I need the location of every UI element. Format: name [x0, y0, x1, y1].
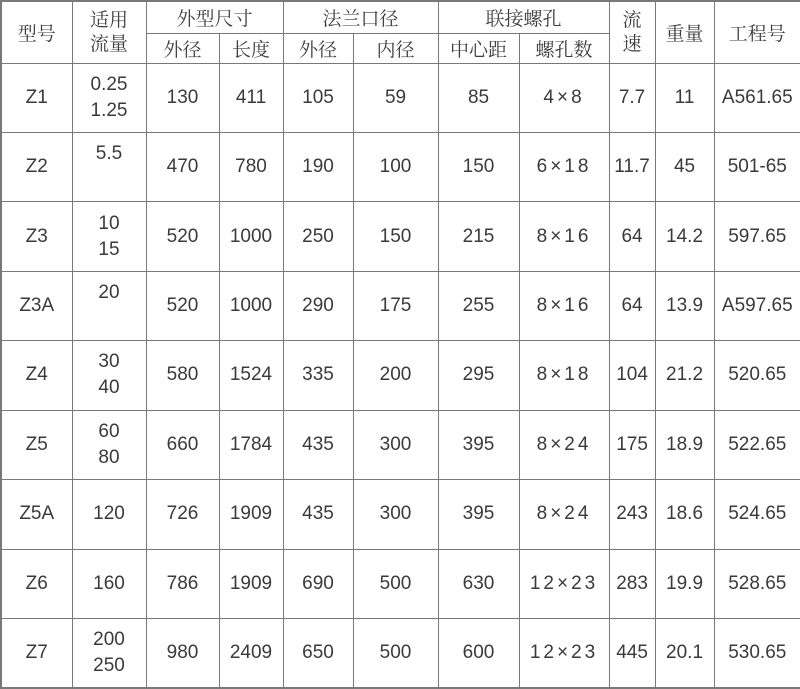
project-no-cell: 530.65 [714, 619, 800, 689]
outer-diameter-cell: 470 [146, 132, 219, 201]
table-row [1, 549, 800, 618]
flange-od-cell: 435 [283, 410, 353, 479]
header-speed [609, 1, 655, 63]
header-speed-line1: 流 [622, 9, 642, 32]
weight-cell: 18.9 [655, 410, 714, 479]
weight-cell: 18.6 [655, 480, 714, 549]
project-no-cell: A561.65 [714, 63, 800, 132]
bolt-holes-cell: 8×18 [519, 341, 609, 410]
flow-line [73, 167, 146, 193]
flow-speed-cell: 64 [609, 271, 655, 340]
bolt-holes-cell: 12×23 [519, 619, 609, 689]
table-row [1, 202, 800, 271]
flow-line: 250 [93, 655, 125, 676]
header-bolt-center-distance: 中心距 [438, 33, 519, 63]
flow-line [73, 306, 146, 332]
flow-cell [72, 271, 146, 340]
flange-od-cell: 435 [283, 480, 353, 549]
weight-cell: 19.9 [655, 549, 714, 618]
flange-od-cell: 335 [283, 341, 353, 410]
flow-speed-cell: 104 [609, 341, 655, 410]
outer-diameter-cell: 786 [146, 549, 219, 618]
header-flange-group: 法兰口径 [283, 1, 438, 33]
model-cell: Z4 [1, 341, 72, 410]
bolt-holes-cell: 8×16 [519, 202, 609, 271]
flow-cell [72, 480, 146, 549]
center-distance-cell: 215 [438, 202, 519, 271]
table-row [1, 63, 800, 132]
flow-line: 200 [93, 629, 125, 650]
center-distance-cell: 150 [438, 132, 519, 201]
length-cell: 2409 [219, 619, 283, 689]
header-flange-id: 内径 [353, 33, 438, 63]
table-header [1, 1, 800, 63]
header-flange-od: 外径 [283, 33, 353, 63]
flange-id-cell: 150 [353, 202, 438, 271]
header-outline-od: 外径 [146, 33, 219, 63]
project-no-cell: 501-65 [714, 132, 800, 201]
weight-cell: 20.1 [655, 619, 714, 689]
flow-line: 10 [98, 212, 120, 234]
flange-od-cell: 105 [283, 63, 353, 132]
weight-cell: 13.9 [655, 271, 714, 340]
flow-cell [72, 341, 146, 410]
flange-id-cell: 175 [353, 271, 438, 340]
header-flow-line1: 适用 [89, 9, 128, 32]
flow-cell [72, 619, 146, 689]
project-no-cell: 520.65 [714, 341, 800, 410]
outer-diameter-cell: 520 [146, 202, 219, 271]
bolt-holes-cell: 8×24 [519, 480, 609, 549]
flow-speed-cell: 7.7 [609, 63, 655, 132]
flow-line: 0.25 [90, 73, 128, 95]
header-bolt-group: 联接螺孔 [438, 1, 609, 33]
header-weight: 重量 [655, 1, 714, 63]
outer-diameter-cell: 130 [146, 63, 219, 132]
flow-cell [72, 132, 146, 201]
center-distance-cell: 395 [438, 480, 519, 549]
bolt-holes-cell: 6×18 [519, 132, 609, 201]
flow-line: 120 [93, 503, 125, 525]
table-row [1, 480, 800, 549]
bolt-holes-cell: 12×23 [519, 549, 609, 618]
flange-id-cell: 300 [353, 410, 438, 479]
model-cell: Z5A [1, 480, 72, 549]
flange-id-cell: 200 [353, 341, 438, 410]
length-cell: 1909 [219, 480, 283, 549]
length-cell: 1909 [219, 549, 283, 618]
length-cell: 780 [219, 132, 283, 201]
flow-line: 40 [98, 377, 120, 399]
flange-od-cell: 290 [283, 271, 353, 340]
flow-line: 160 [93, 572, 125, 594]
flow-line: 20 [98, 282, 120, 304]
flange-id-cell: 300 [353, 480, 438, 549]
header-project-no: 工程号 [714, 1, 800, 63]
model-cell: Z3 [1, 202, 72, 271]
flange-id-cell: 500 [353, 549, 438, 618]
flow-speed-cell: 283 [609, 549, 655, 618]
length-cell: 1524 [219, 341, 283, 410]
center-distance-cell: 630 [438, 549, 519, 618]
weight-cell: 21.2 [655, 341, 714, 410]
length-cell: 411 [219, 63, 283, 132]
model-cell: Z3A [1, 271, 72, 340]
weight-cell: 11 [655, 63, 714, 132]
flow-speed-cell: 175 [609, 410, 655, 479]
model-cell: Z1 [1, 63, 72, 132]
header-flow-line2: 流量 [89, 33, 128, 56]
flow-cell [72, 549, 146, 618]
header-outline-group: 外型尺寸 [146, 1, 283, 33]
table-body [1, 63, 800, 688]
flange-od-cell: 650 [283, 619, 353, 689]
length-cell: 1000 [219, 271, 283, 340]
center-distance-cell: 255 [438, 271, 519, 340]
outer-diameter-cell: 520 [146, 271, 219, 340]
project-no-cell: A597.65 [714, 271, 800, 340]
table-row [1, 271, 800, 340]
outer-diameter-cell: 726 [146, 480, 219, 549]
center-distance-cell: 395 [438, 410, 519, 479]
outer-diameter-cell: 980 [146, 619, 219, 689]
project-no-cell: 524.65 [714, 480, 800, 549]
length-cell: 1000 [219, 202, 283, 271]
center-distance-cell: 600 [438, 619, 519, 689]
flow-speed-cell: 243 [609, 480, 655, 549]
header-speed-line2: 速 [622, 33, 642, 56]
flow-speed-cell: 11.7 [609, 132, 655, 201]
flange-od-cell: 190 [283, 132, 353, 201]
model-cell: Z5 [1, 410, 72, 479]
flow-line: 30 [98, 351, 120, 373]
flow-cell [72, 410, 146, 479]
project-no-cell: 528.65 [714, 549, 800, 618]
flow-line: 5.5 [95, 143, 123, 165]
flow-cell [72, 202, 146, 271]
flow-line: 80 [98, 446, 120, 468]
bolt-holes-cell: 8×24 [519, 410, 609, 479]
center-distance-cell: 85 [438, 63, 519, 132]
flange-id-cell: 59 [353, 63, 438, 132]
model-cell: Z6 [1, 549, 72, 618]
table-row [1, 619, 800, 689]
project-no-cell: 597.65 [714, 202, 800, 271]
header-model: 型号 [1, 1, 72, 63]
center-distance-cell: 295 [438, 341, 519, 410]
flow-cell [72, 63, 146, 132]
length-cell: 1784 [219, 410, 283, 479]
table-row [1, 132, 800, 201]
flange-id-cell: 100 [353, 132, 438, 201]
model-cell: Z7 [1, 619, 72, 689]
flow-line: 15 [98, 238, 120, 260]
flow-speed-cell: 64 [609, 202, 655, 271]
header-bolt-count: 螺孔数 [519, 33, 609, 63]
table-row [1, 410, 800, 479]
flow-line: 1.25 [90, 99, 128, 121]
project-no-cell: 522.65 [714, 410, 800, 479]
outer-diameter-cell: 580 [146, 341, 219, 410]
flange-id-cell: 500 [353, 619, 438, 689]
header-flow [72, 1, 146, 63]
weight-cell: 14.2 [655, 202, 714, 271]
flange-od-cell: 250 [283, 202, 353, 271]
flow-line: 60 [98, 420, 120, 442]
flow-speed-cell: 445 [609, 619, 655, 689]
flange-od-cell: 690 [283, 549, 353, 618]
weight-cell: 45 [655, 132, 714, 201]
model-cell: Z2 [1, 132, 72, 201]
bolt-holes-cell: 4×8 [519, 63, 609, 132]
header-group-row [1, 1, 800, 33]
header-outline-length: 长度 [219, 33, 283, 63]
bolt-holes-cell: 8×16 [519, 271, 609, 340]
table-row [1, 341, 800, 410]
outer-diameter-cell: 660 [146, 410, 219, 479]
